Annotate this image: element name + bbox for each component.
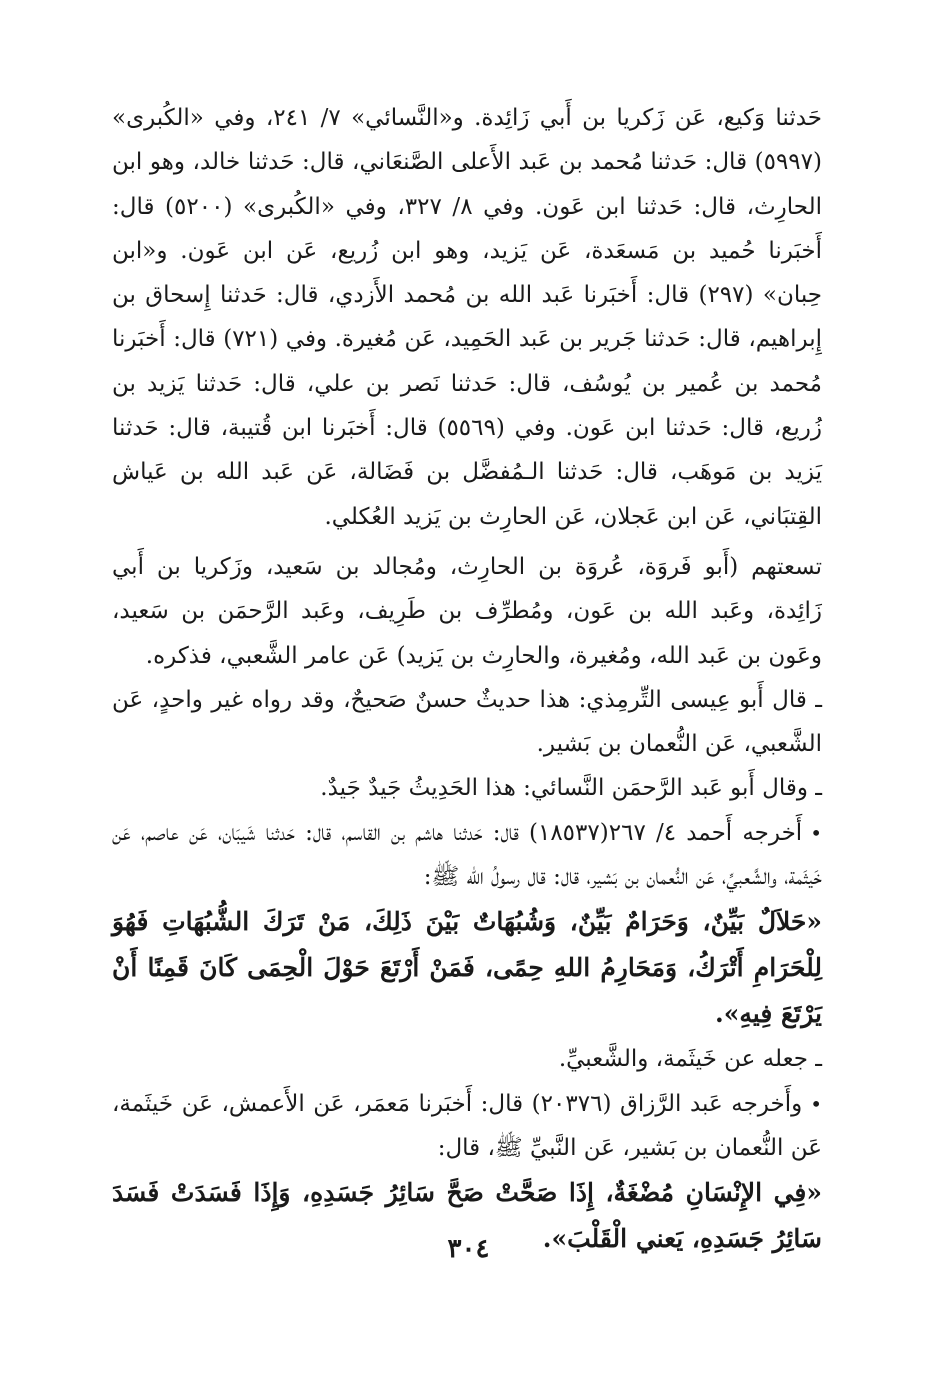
paragraph-abdurrazzaq-takhrij xyxy=(112,1082,822,1171)
page-body xyxy=(112,96,822,1262)
paragraph-nasai-comment: ـ وقال أَبو عَبد الرَّحمَن النَّسائي: هذا الحَدِيثُ جَيدٌ جَيدٌ. xyxy=(320,775,822,802)
hadith-text-halal-haram: «حَلاَلٌ بَيِّنٌ، وَحَرَامٌ بَيِّنٌ، وَشُبُهَاتٌ بَيْنَ ذَلِكَ، مَنْ تَرَكَ الشُّبُهَاتِ فَهُوَ لِلْحَرَامِ أَتْرَكُ، وَمَحَارِمُ اللهِ حِمًى، فَمَنْ أَرْتَعَ حَوْلَ الْحِمَى كَانَ قَمِنًا أَنْ يَرْتَعَ فِيهِ». xyxy=(112,907,822,1029)
bullet-icon: • xyxy=(810,820,822,845)
hadith-text-mudgha: «فِي الإِنْسَانِ مُضْغَةٌ، إِذَا صَحَّتْ صَحَّ سَائِرُ جَسَدِهِ، وَإِذَا فَسَدَتْ فَسَدَ سَائِرُ جَسَدِهِ، يَعني الْقَلْبَ». xyxy=(112,1178,822,1254)
paragraph-tirmidhi-comment: ـ قال أَبو عِيسى التِّرمِذي: هذا حديثٌ حسنٌ صَحيحٌ، وقد رواه غير واحدٍ، عَن الشَّعبي، عَن النُّعمان بن بَشير. xyxy=(112,686,822,758)
bullet-icon: • xyxy=(810,1091,822,1116)
page-number: ٣٠٤ xyxy=(447,1234,490,1264)
paragraph-ahmad-text: أَخرجه أَحمد ٤/ ٢٦٧(١٨٥٣٧) قال: حَدثنا هاشم بن القاسم، قال: حَدثنا شَيبَان، عَن عاصم، عَن خَيثَمة، والشَّعبيِّ، عَن النُّعمان بن بَشير، قال: قال رسولُ الله ﷺ: xyxy=(112,819,822,891)
paragraph-nine-narrators: تسعتهم (أَبو فَروَة، عُروَة بن الحارِث، ومُجالد بن سَعيد، وزَكريا بن أَبي زَائِدة، وعَبد الله بن عَون، ومُطرِّف بن طَرِيف، وعَبد الرَّحمَن بن سَعيد، وعَون بن عَبد الله، ومُغيرة، والحارِث بن يَزيد) عَن عامر الشَّعبي، فذكره. xyxy=(112,553,822,669)
paragraph-isnad-continuation: حَدثنا وَكيع، عَن زَكريا بن أَبي زَائِدة. و«النَّسائي» ٧/ ٢٤١، وفي «الكُبرى» (٥٩٩٧) قال: حَدثنا مُحمد بن عَبد الأَعلى الصَّنعَاني، قال: حَدثنا خالد، وهو ابن الحارِث، قال: حَدثنا ابن عَون. وفي ٨/ ٣٢٧، وفي «الكُبرى» (٥٢٠٠) قال: أَخبَرنا حُميد بن مَسعَدة، عَن يَزيد، وهو ابن زُريع، عَن ابن عَون. و«ابن حِبان» (٢٩٧) قال: أَخبَرنا عَبد الله بن مُحمد الأَزدي، قال: حَدثنا إِسحاق بن إِبراهيم، قال: حَدثنا جَرير بن عَبد الحَمِيد، عَن مُغيرة. وفي (٧٢١) قال: أَخبَرنا مُحمد بن عُمير بن يُوسُف، قال: حَدثنا نَصر بن علي، قال: حَدثنا يَزيد بن زُريع، قال: حَدثنا ابن عَون. وفي (٥٥٦٩) قال: أَخبَرنا ابن قُتيبة، قال: حَدثنا يَزيد بن مَوهَب، قال: حَدثنا الـمُفضَّل بن فَضَالة، عَن عَبد الله بن عَياش القِتبَاني، عَن ابن عَجلان، عَن الحارِث بن يَزيد العُكلي. xyxy=(112,105,823,530)
paragraph-khaythama-note: ـ جعله عن خَيثَمة، والشَّعبيِّ. xyxy=(558,1046,822,1073)
paragraph-abdurrazzaq-text: وأَخرجه عَبد الرَّزاق (٢٠٣٧٦) قال: أَخبَرنا مَعمَر، عَن الأَعمش، عَن خَيثَمة، عَن النُّعمان بن بَشير، عَن النَّبيِّ ﷺ، قال: xyxy=(112,1090,822,1161)
paragraph-ahmad-takhrij xyxy=(112,811,822,900)
